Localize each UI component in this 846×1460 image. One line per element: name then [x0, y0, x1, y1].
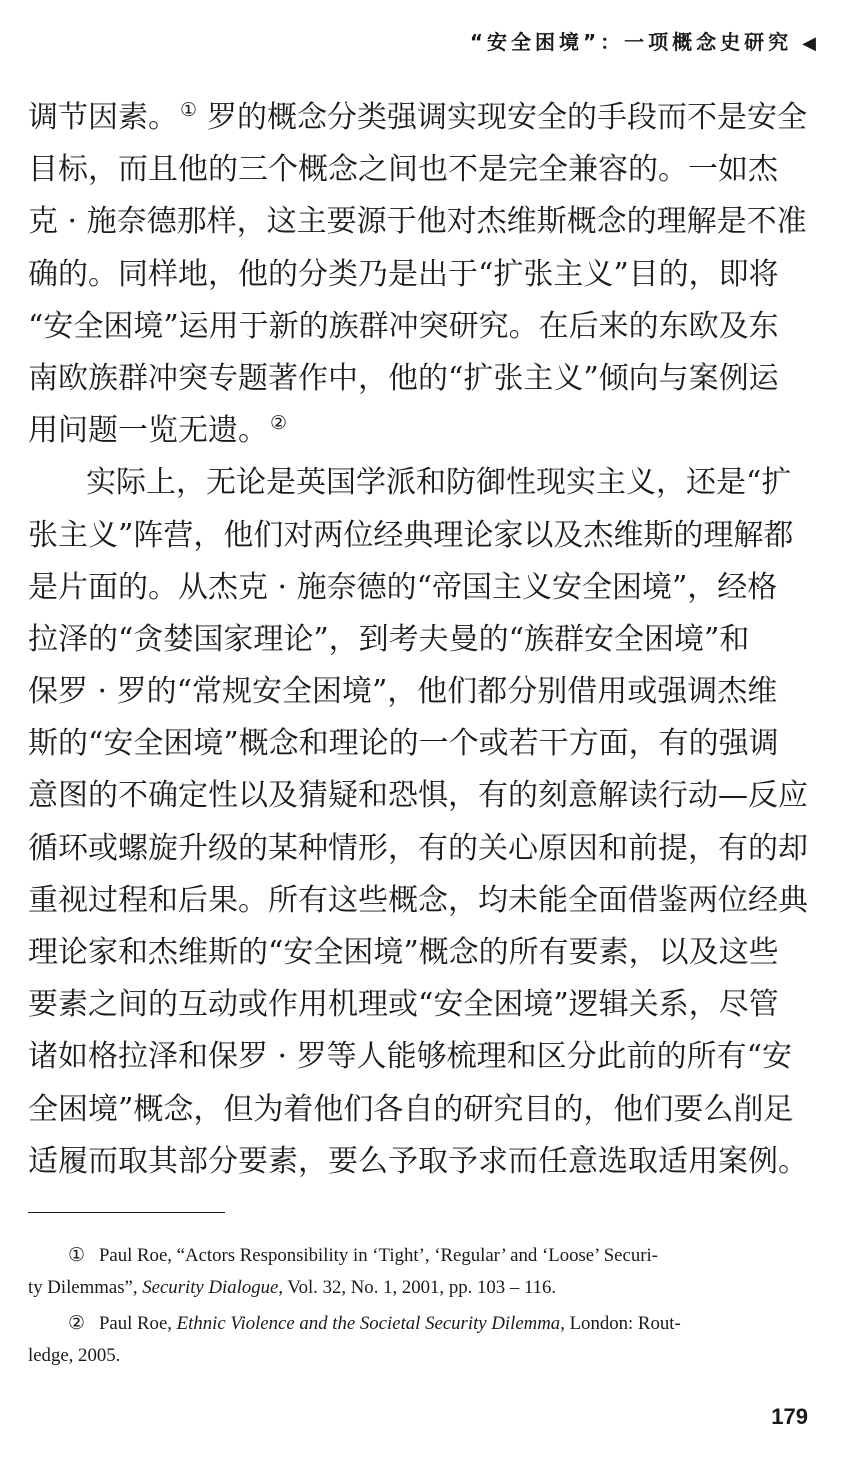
body-line: 张主义”阵营，他们对两位经典理论家以及杰维斯的理解都 [28, 517, 794, 553]
footnote-2 [28, 1308, 820, 1340]
body-line: 目标，而且他的三个概念之间也不是完全兼容的。一如杰 [28, 152, 778, 188]
body-line-text: 用问题一览无遗。 [28, 413, 268, 449]
body-line: 意图的不确定性以及猜疑和恐惧，有的刻意解读行动—反应 [28, 778, 808, 814]
body-line: 实际上，无论是英国学派和防御性现实主义，还是“扩 [86, 465, 792, 501]
body-line: 适履而取其部分要素，要么予取予求而任意选取适用案例。 [28, 1143, 808, 1179]
body-line: 斯的“安全困境”概念和理论的一个或若干方面，有的强调 [28, 726, 779, 762]
body-line: 循环或螺旋升级的某种情形，有的关心原因和前提，有的却 [28, 830, 808, 866]
body-text [28, 92, 820, 1188]
footnote-text: Paul Roe, [98, 1313, 177, 1334]
body-line: 南欧族群冲突专题著作中，他的“扩张主义”倾向与案例运 [28, 360, 779, 396]
body-line: “安全困境”运用于新的族群冲突研究。在后来的东欧及东 [28, 308, 779, 344]
footnote-text: , London: Rout- [560, 1313, 681, 1334]
body-line: 要素之间的互动或作用机理或“安全困境”逻辑关系，尽管 [28, 987, 779, 1023]
footnote-text: ledge, 2005. [28, 1345, 121, 1366]
body-line: 全困境”概念，但为着他们各自的研究目的，他们要么削足 [28, 1091, 794, 1127]
footnote-marker: ② [68, 1313, 85, 1334]
running-head-title: “安全困境”：一项概念史研究 [469, 30, 793, 54]
body-line: 重视过程和后果。所有这些概念，均未能全面借鉴两位经典 [28, 882, 808, 918]
body-line: 是片面的。从杰克 · 施奈德的“帝国主义安全困境”，经格 [28, 569, 778, 605]
footnote-text: , Vol. 32, No. 1, 2001, pp. 103 – 116. [278, 1277, 557, 1298]
footnote-1-cont [28, 1272, 820, 1304]
footnotes [28, 1240, 820, 1372]
running-head [470, 26, 816, 55]
footnote-marker: ① [68, 1245, 85, 1266]
body-line-text: 罗的概念分类强调实现安全的手段而不是安全 [207, 100, 808, 135]
body-line: 克 · 施奈德那样，这主要源于他对杰维斯概念的理解是不准 [28, 204, 807, 240]
body-line: 拉泽的“贪婪国家理论”，到考夫曼的“族群安全困境”和 [28, 621, 750, 657]
body-line: 保罗 · 罗的“常规安全困境”，他们都分别借用或强调杰维 [28, 674, 778, 710]
body-line: 诸如格拉泽和保罗 · 罗等人能够梳理和区分此前的所有“安 [28, 1039, 792, 1075]
footnote-text: Paul Roe, “Actors Responsibility in ‘Tight’, ‘Regular’ and ‘Loose’ Securi- [98, 1245, 658, 1266]
footnote-1 [28, 1240, 820, 1272]
footnote-2-cont [28, 1340, 820, 1372]
body-line [28, 405, 820, 457]
footnote-text: ty Dilemmas”, [28, 1277, 143, 1298]
body-line [28, 92, 820, 144]
footnote-book-title: Ethnic Violence and the Societal Security Dilemma [176, 1313, 561, 1334]
page-number: 179 [771, 1404, 808, 1429]
body-line: 理论家和杰维斯的“安全困境”概念的所有要素，以及这些 [28, 935, 779, 970]
footnote-ref-2[interactable]: ② [270, 412, 288, 435]
triangle-marker-icon: ◀ [802, 33, 816, 54]
footnote-divider [28, 1212, 225, 1213]
footnote-ref-1[interactable]: ① [180, 99, 198, 121]
footnote-journal: Security Dialogue [142, 1277, 279, 1298]
body-line: 确的。同样地，他的分类乃是出于“扩张主义”目的，即将 [28, 256, 779, 292]
body-line-text: 调节因素。 [28, 100, 178, 135]
